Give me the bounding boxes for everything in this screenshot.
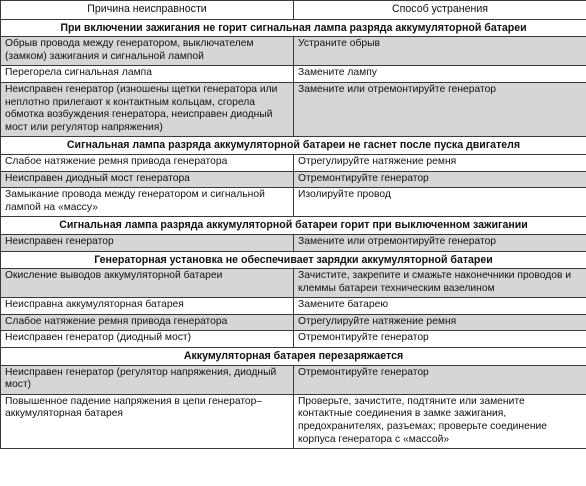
table-header-row xyxy=(1,1,586,20)
section-title-row xyxy=(1,251,586,269)
table-row xyxy=(1,394,586,448)
cause-cell: Неисправен генератор (изношены щетки генератора или неплотно прилегают к контактным кольцам, сгорела обмотка возбуждения генератора, неисправен диодный мост или регулятор напряжения) xyxy=(1,82,294,136)
remedy-cell: Замените или отремонтируйте генератор xyxy=(294,234,586,251)
table-row xyxy=(1,66,586,83)
remedy-cell: Проверьте, зачистите, подтяните или замените контактные соединения в замке зажигания, предохранителях, разъемах; проверьте соединение корпуса генератора с «массой» xyxy=(294,394,586,448)
cause-cell: Обрыв провода между генератором, выключателем (замком) зажигания и сигнальной лампой xyxy=(1,37,294,66)
cause-cell: Слабое натяжение ремня привода генератора xyxy=(1,314,294,331)
remedy-cell: Замените батарею xyxy=(294,298,586,315)
header-remedy: Способ устранения xyxy=(294,1,586,20)
remedy-cell: Зачистите, закрепите и смажьте наконечники проводов и клеммы батареи техническим вазелином xyxy=(294,269,586,298)
remedy-cell: Замените или отремонтируйте генератор xyxy=(294,82,586,136)
cause-cell: Неисправен генератор (регулятор напряжения, диодный мост) xyxy=(1,365,294,394)
cause-cell: Перегорела сигнальная лампа xyxy=(1,66,294,83)
table-row xyxy=(1,269,586,298)
remedy-cell: Замените лампу xyxy=(294,66,586,83)
table-row xyxy=(1,82,586,136)
cause-cell: Повышенное падение напряжения в цепи генератор–аккумуляторная батарея xyxy=(1,394,294,448)
section-title-row xyxy=(1,137,586,155)
remedy-cell: Отремонтируйте генератор xyxy=(294,331,586,348)
section-title: Сигнальная лампа разряда аккумуляторной батареи горит при выключенном зажигании xyxy=(1,217,586,235)
remedy-cell: Изолируйте провод xyxy=(294,188,586,217)
header-cause: Причина неисправности xyxy=(1,1,294,20)
cause-cell: Неисправен генератор (диодный мост) xyxy=(1,331,294,348)
remedy-cell: Отремонтируйте генератор xyxy=(294,365,586,394)
remedy-cell: Устраните обрыв xyxy=(294,37,586,66)
section-title-row xyxy=(1,217,586,235)
section-title-row xyxy=(1,348,586,366)
cause-cell: Неисправен генератор xyxy=(1,234,294,251)
cause-cell: Замыкание провода между генератором и сигнальной лампой на «массу» xyxy=(1,188,294,217)
table-row xyxy=(1,314,586,331)
section-title-row xyxy=(1,19,586,37)
table-row xyxy=(1,331,586,348)
section-title: Сигнальная лампа разряда аккумуляторной батареи не гаснет после пуска двигателя xyxy=(1,137,586,155)
section-title: Генераторная установка не обеспечивает зарядки аккумуляторной батареи xyxy=(1,251,586,269)
table-row xyxy=(1,365,586,394)
section-title: При включении зажигания не горит сигнальная лампа разряда аккумуляторной батареи xyxy=(1,19,586,37)
remedy-cell: Отремонтируйте генератор xyxy=(294,171,586,188)
cause-cell: Окисление выводов аккумуляторной батареи xyxy=(1,269,294,298)
remedy-cell: Отрегулируйте натяжение ремня xyxy=(294,314,586,331)
table-row xyxy=(1,298,586,315)
table-row xyxy=(1,171,586,188)
cause-cell: Неисправна аккумуляторная батарея xyxy=(1,298,294,315)
table-row xyxy=(1,234,586,251)
table-row xyxy=(1,154,586,171)
table-row xyxy=(1,188,586,217)
table-row xyxy=(1,37,586,66)
cause-cell: Неисправен диодный мост генератора xyxy=(1,171,294,188)
cause-cell: Слабое натяжение ремня привода генератора xyxy=(1,154,294,171)
remedy-cell: Отрегулируйте натяжение ремня xyxy=(294,154,586,171)
section-title: Аккумуляторная батарея перезаряжается xyxy=(1,348,586,366)
